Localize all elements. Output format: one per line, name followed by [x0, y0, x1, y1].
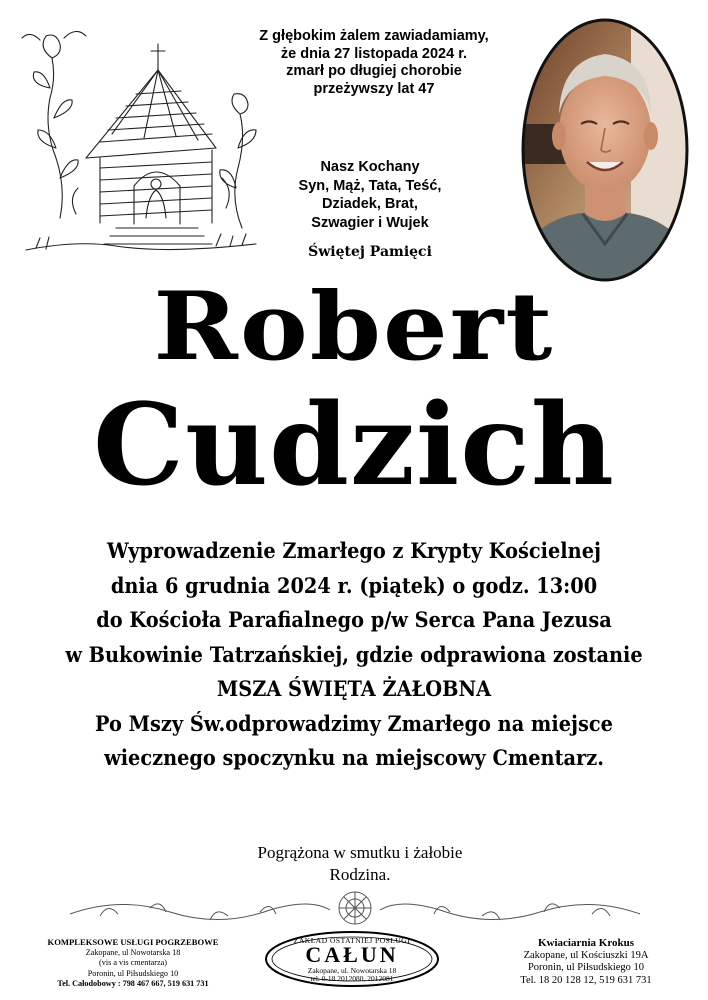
ornament-divider — [60, 886, 650, 936]
family-signature — [200, 842, 520, 886]
family-line: Rodzina. — [329, 865, 391, 884]
logo-phone: tel. 0-18 2012080, 2012081 — [310, 974, 394, 983]
deceased-last-name: Cudzich — [93, 380, 615, 511]
funeral-services-line: (vis a vis cmentarza) — [99, 958, 167, 967]
funeral-services-title: KOMPLEKSOWE USŁUGI POGRZEBOWE — [47, 937, 219, 947]
details-line: do Kościoła Parafialnego p/w Serca Pana Jezusa — [96, 607, 612, 632]
details-line: MSZA ŚWIĘTA ŻAŁOBNA — [216, 676, 492, 701]
announcement-line: że dnia 27 listopada 2024 r. — [280, 45, 468, 62]
funeral-services-line: Poronin, ul Piłsudskiego 10 — [87, 968, 179, 978]
logo-address: Zakopane, ul. Nowotarska 18 — [307, 966, 397, 975]
details-line: wiecznego spoczynku na miejscowy Cmentarz. — [104, 745, 604, 770]
announcement-line: przeżywszy lat 47 — [313, 80, 435, 97]
funeral-services-phone: Tel. Całodobowy : 798 467 667, 519 631 731 — [57, 979, 209, 988]
florist-info — [480, 937, 692, 987]
florist-line: Poronin, ul Piłsudskiego 10 — [527, 962, 645, 973]
announcement-text — [222, 28, 526, 98]
logo-name: CAŁUN — [305, 942, 399, 967]
florist-line: Tel. 18 20 128 12, 519 631 731 — [520, 974, 652, 986]
funeral-details — [38, 534, 671, 776]
announcement-line: Z głębokim żalem zawiadamiamy, — [259, 28, 489, 44]
funeral-services-line: Zakopane, ul Nowotarska 18 — [85, 947, 181, 957]
florist-title: Kwiaciarnia Krokus — [537, 937, 635, 949]
relations-line: Dziadek, Brat, — [322, 196, 418, 212]
details-line: Po Mszy Św.odprowadzimy Zmarłego na miejsce — [95, 710, 613, 736]
relations-line: Szwagier i Wujek — [311, 214, 429, 231]
relations-line: Syn, Mąż, Tata, Teść, — [298, 177, 442, 194]
deceased-first-name: Robert — [153, 272, 555, 382]
portrait-photo — [519, 14, 691, 286]
logo-top-text: ZAKŁAD OSTATNIEJ POSŁUGI — [293, 936, 411, 945]
details-line: Wyprowadzenie Zmarłego z Krypty Kościelnej — [107, 538, 601, 563]
calun-logo — [264, 930, 440, 988]
details-line: dnia 6 grudnia 2024 r. (piątek) o godz. 13:00 — [110, 572, 598, 598]
announcement-line: zmarł po długiej chorobie — [286, 63, 462, 79]
relations-line: Nasz Kochany — [320, 159, 420, 175]
florist-line: Zakopane, ul Kościuszki 19A — [523, 949, 649, 961]
details-line: w Bukowinie Tatrzańskiej, gdzie odprawiona zostanie — [65, 641, 643, 667]
family-line: Pogrążona w smutku i żałobie — [257, 843, 463, 862]
relations-text — [290, 158, 450, 232]
memory-label: Świętej Pamięci — [308, 244, 432, 260]
funeral-services-info — [18, 937, 248, 990]
